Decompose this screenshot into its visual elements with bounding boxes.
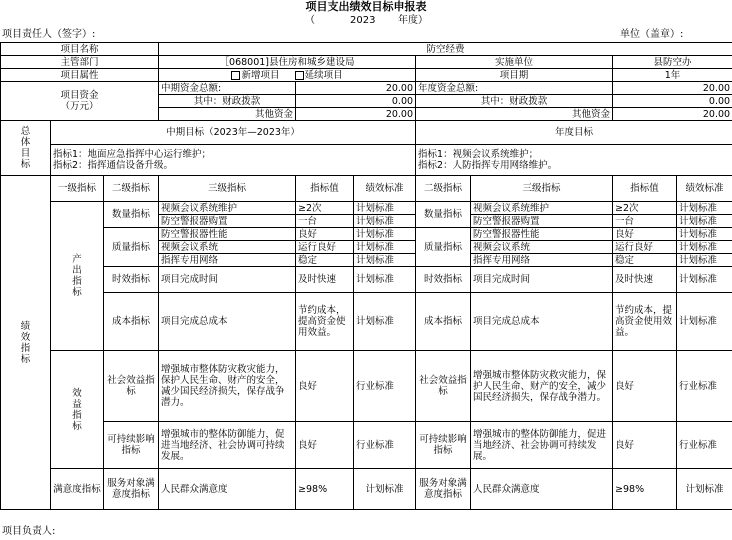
continue-project-checkbox[interactable] [295, 71, 304, 80]
sustain-label: 可持续影响指标 [104, 422, 159, 469]
impl-unit-value: 县防空办 [613, 56, 732, 69]
table-cell: 计划标准 [354, 215, 416, 228]
table-cell: 良好 [296, 351, 354, 422]
table-cell: 计划标准 [354, 469, 416, 510]
header-value: 指标值 [296, 176, 354, 202]
header-standard-year: 绩效标准 [677, 176, 732, 202]
table-cell: 良好 [613, 351, 677, 422]
responsible-line [0, 28, 732, 42]
year-goal-content [416, 145, 732, 176]
new-project-label: 新增项目 [241, 69, 280, 81]
table-cell: 行业标准 [677, 422, 732, 469]
table-cell: 行业标准 [354, 422, 416, 469]
table-cell: 计划标准 [677, 267, 732, 293]
table-cell: 及时快速 [296, 267, 354, 293]
mid-goal-header: 中期目标（2023年—2023年） [51, 121, 416, 145]
table-cell: 节约成本，提高资金使用效益。 [296, 293, 354, 351]
table-cell: 视频会议系统 [159, 241, 296, 254]
table-cell: ≥2次 [613, 202, 677, 215]
table-cell: 计划标准 [677, 254, 732, 267]
time-label-year: 时效指标 [416, 267, 471, 293]
table-cell: ≥98% [296, 469, 354, 510]
table-cell: 计划标准 [677, 241, 732, 254]
year-label: 年度） [398, 15, 428, 26]
table-cell: 行业标准 [677, 351, 732, 422]
time-label: 时效指标 [104, 267, 159, 293]
table-cell: 计划标准 [677, 215, 732, 228]
project-owner-label: 项目负责人: [2, 526, 56, 537]
output-indicator-label: 产 出 指 标 [51, 202, 104, 351]
project-name-label: 项目名称 [1, 43, 159, 56]
table-cell: 视频会议系统 [471, 241, 613, 254]
sustain-label-year: 可持续影响指标 [416, 422, 471, 469]
year-value: 2023 [350, 15, 376, 26]
dept-label: 主管部门 [1, 56, 159, 69]
table-cell: 人民群众满意度 [471, 469, 613, 510]
year-fiscal-label: 其中：财政拨款 [416, 95, 613, 108]
sat-l2-label: 服务对象满意度指标 [104, 469, 159, 510]
table-cell: 及时快速 [613, 267, 677, 293]
year-goal-header: 年度目标 [416, 121, 732, 145]
table-cell: 防空警报器购置 [159, 215, 296, 228]
table-cell: 良好 [613, 422, 677, 469]
table-cell: 运行良好 [296, 241, 354, 254]
header-level3: 三级指标 [159, 176, 296, 202]
table-cell: 稳定 [296, 254, 354, 267]
mid-total-value: 20.00 [296, 82, 416, 95]
year-goal-line2: 指标2：人防指挥专用网络维护。 [418, 160, 558, 171]
table-cell: 计划标准 [677, 469, 732, 510]
qty-label-year: 数量指标 [416, 202, 471, 228]
header-level1: 一级指标 [51, 176, 104, 202]
table-cell: 项目完成总成本 [471, 293, 613, 351]
header-value-year: 指标值 [613, 176, 677, 202]
table-cell: 增强城市整体防灾救灾能力，保护人民生命、财产的安全，减少国民经济损失，保存战争潜力。 [471, 351, 613, 422]
social-label-year: 社会效益指标 [416, 351, 471, 422]
header-standard: 绩效标准 [354, 176, 416, 202]
year-fiscal-value: 0.00 [613, 95, 732, 108]
project-attr-options [159, 69, 416, 82]
quality-label: 质量指标 [104, 228, 159, 267]
cost-label-year: 成本指标 [416, 293, 471, 351]
year-open-paren: （ [305, 15, 315, 26]
qty-label: 数量指标 [104, 202, 159, 228]
table-cell: 计划标准 [677, 293, 732, 351]
table-cell: 良好 [296, 228, 354, 241]
mid-goal-content [51, 145, 416, 176]
table-cell: 运行良好 [613, 241, 677, 254]
table-cell: 计划标准 [354, 228, 416, 241]
header-level3-year: 三级指标 [471, 176, 613, 202]
header-level2: 二级指标 [104, 176, 159, 202]
header-level2-year: 二级指标 [416, 176, 471, 202]
table-cell: 增强城市的整体防御能力，促进当地经济、社会协调可持续发展。 [159, 422, 296, 469]
mid-other-label: 其他资金 [159, 108, 296, 121]
table-cell: 行业标准 [354, 351, 416, 422]
table-cell: ≥2次 [296, 202, 354, 215]
project-attr-label: 项目属性 [1, 69, 159, 82]
period-value: 1年 [613, 69, 732, 82]
perf-indicator-label: 绩 效 指 标 [1, 176, 51, 510]
mid-goal-line2: 指标2：指挥通信设备升级。 [53, 160, 174, 171]
dept-value: ［068001]县住房和城乡建设局 [159, 56, 416, 69]
table-cell: 计划标准 [354, 254, 416, 267]
table-cell: 视频会议系统维护 [159, 202, 296, 215]
table-cell: 稳定 [613, 254, 677, 267]
funds-label [1, 82, 159, 121]
project-name-value: 防空经费 [159, 43, 732, 56]
table-cell: ≥98% [613, 469, 677, 510]
table-cell: 增强城市整体防灾救灾能力，保护人民生命、财产的安全，减少国民经济损失，保存战争潜力。 [159, 351, 296, 422]
year-line [0, 14, 732, 28]
period-label: 项目期 [416, 69, 613, 82]
table-cell: 良好 [613, 228, 677, 241]
unit-seal-label: 单位（盖章）: [620, 29, 684, 40]
year-goal-line1: 指标1：视频会议系统维护； [418, 149, 539, 160]
continue-project-label: 延续项目 [304, 69, 343, 81]
table-cell: 计划标准 [677, 202, 732, 215]
social-label: 社会效益指标 [104, 351, 159, 422]
table-cell: 指挥专用网络 [159, 254, 296, 267]
year-other-label: 其他资金 [416, 108, 613, 121]
mid-total-label: 中期资金总额: [159, 82, 296, 95]
table-cell: 视频会议系统维护 [471, 202, 613, 215]
form-title: 项目支出绩效目标申报表 [305, 0, 427, 13]
table-cell: 项目完成总成本 [159, 293, 296, 351]
table-cell: 项目完成时间 [159, 267, 296, 293]
year-total-label: 年度资金总额: [416, 82, 613, 95]
responsible-label: 项目责任人（签字）: [2, 29, 96, 40]
table-cell: 节约成本，提高资金使用效益。 [613, 293, 677, 351]
performance-form-table [0, 42, 732, 510]
table-cell: 一台 [296, 215, 354, 228]
table-cell: 人民群众满意度 [159, 469, 296, 510]
table-cell: 计划标准 [677, 228, 732, 241]
mid-other-value: 20.00 [296, 108, 416, 121]
year-total-value: 20.00 [613, 82, 732, 95]
table-cell: 防空警报器性能 [471, 228, 613, 241]
table-cell: 计划标准 [354, 202, 416, 215]
new-project-checkbox[interactable] [231, 71, 240, 80]
benefit-indicator-label: 效 益 指 标 [51, 351, 104, 469]
mid-fiscal-label: 其中：财政拨款 [159, 95, 296, 108]
table-cell: 计划标准 [354, 267, 416, 293]
quality-label-year: 质量指标 [416, 228, 471, 267]
table-cell: 计划标准 [354, 293, 416, 351]
table-cell: 一台 [613, 215, 677, 228]
funds-label-line2: （万元） [60, 101, 99, 112]
table-cell: 防空警报器性能 [159, 228, 296, 241]
table-cell: 指挥专用网络 [471, 254, 613, 267]
mid-fiscal-value: 0.00 [296, 95, 416, 108]
table-cell: 增强城市的整体防御能力，促进当地经济、社会协调可持续发展。 [471, 422, 613, 469]
satisfaction-label: 满意度指标 [51, 469, 104, 510]
table-cell: 计划标准 [354, 241, 416, 254]
table-cell: 防空警报器购置 [471, 215, 613, 228]
table-cell: 良好 [296, 422, 354, 469]
cost-label: 成本指标 [104, 293, 159, 351]
sat-l2-label-year: 服务对象满意度指标 [416, 469, 471, 510]
year-other-value: 20.00 [613, 108, 732, 121]
mid-goal-line1: 指标1：地面应急指挥中心运行维护； [53, 149, 212, 160]
impl-unit-label: 实施单位 [416, 56, 613, 69]
funds-label-line1: 项目资金 [60, 90, 99, 101]
table-cell: 项目完成时间 [471, 267, 613, 293]
overall-goal-label: 总 体 目 标 [1, 121, 51, 176]
